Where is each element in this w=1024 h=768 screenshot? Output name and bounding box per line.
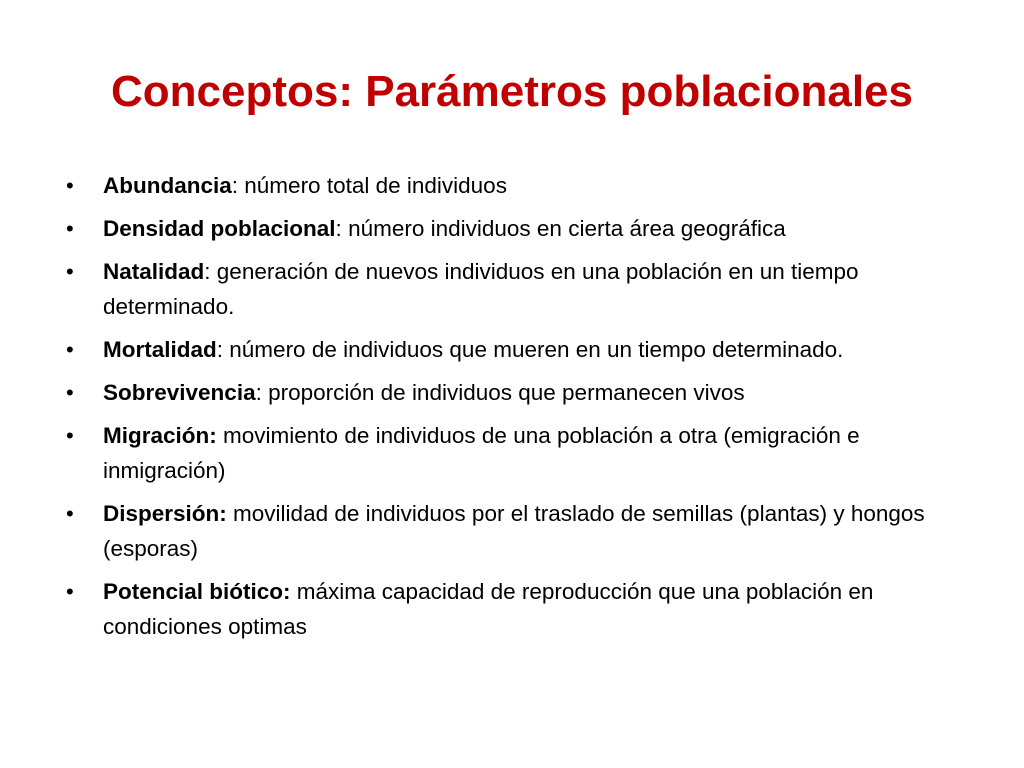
bullet-icon: • <box>66 501 74 526</box>
bullet-icon: • <box>66 579 74 604</box>
bullet-icon: • <box>66 259 74 284</box>
list-item-natalidad <box>66 254 966 324</box>
definition-text: movilidad de individuos por el traslado de semillas (plantas) y hongos (esporas) <box>103 501 925 561</box>
definition-text: número de individuos que mueren en un tiempo determinado. <box>229 337 844 362</box>
bullet-icon: • <box>66 380 74 405</box>
term-separator: : <box>216 337 230 362</box>
term-label: Potencial biótico: <box>103 579 291 604</box>
term-label: Abundancia <box>103 173 232 198</box>
term-separator: : <box>335 216 349 241</box>
definition-text: máxima capacidad de reproducción que una población en condiciones optimas <box>103 579 874 639</box>
definition-text: número individuos en cierta área geográfica <box>348 216 786 241</box>
list-item-sobrevivencia <box>66 375 966 410</box>
definition-text: proporción de individuos que permanecen vivos <box>268 380 745 405</box>
term-label: Natalidad <box>103 259 205 284</box>
list-item-dispersion <box>66 496 966 566</box>
term-label: Dispersión: <box>103 501 227 526</box>
bullet-icon: • <box>66 216 74 241</box>
list-item-densidad-poblacional <box>66 211 966 246</box>
definition-text: movimiento de individuos de una población a otra (emigración e inmigración) <box>103 423 860 483</box>
list-item-potencial-biotico <box>66 574 966 644</box>
list-item-migracion <box>66 418 966 488</box>
term-separator: : <box>255 380 269 405</box>
term-label: Migración: <box>103 423 217 448</box>
term-separator: : <box>204 259 217 284</box>
bullet-icon: • <box>66 173 74 198</box>
bullet-list <box>66 168 966 652</box>
bullet-icon: • <box>66 423 74 448</box>
term-label: Sobrevivencia <box>103 380 256 405</box>
bullet-icon: • <box>66 337 74 362</box>
list-item-abundancia <box>66 168 966 203</box>
definition-text: generación de nuevos individuos en una población en un tiempo determinado. <box>103 259 859 319</box>
definition-text: número total de individuos <box>244 173 507 198</box>
list-item-mortalidad <box>66 332 966 367</box>
term-separator: : <box>231 173 245 198</box>
slide-title: Conceptos: Parámetros poblacionales <box>111 67 913 116</box>
term-label: Densidad poblacional <box>103 216 336 241</box>
term-label: Mortalidad <box>103 337 217 362</box>
